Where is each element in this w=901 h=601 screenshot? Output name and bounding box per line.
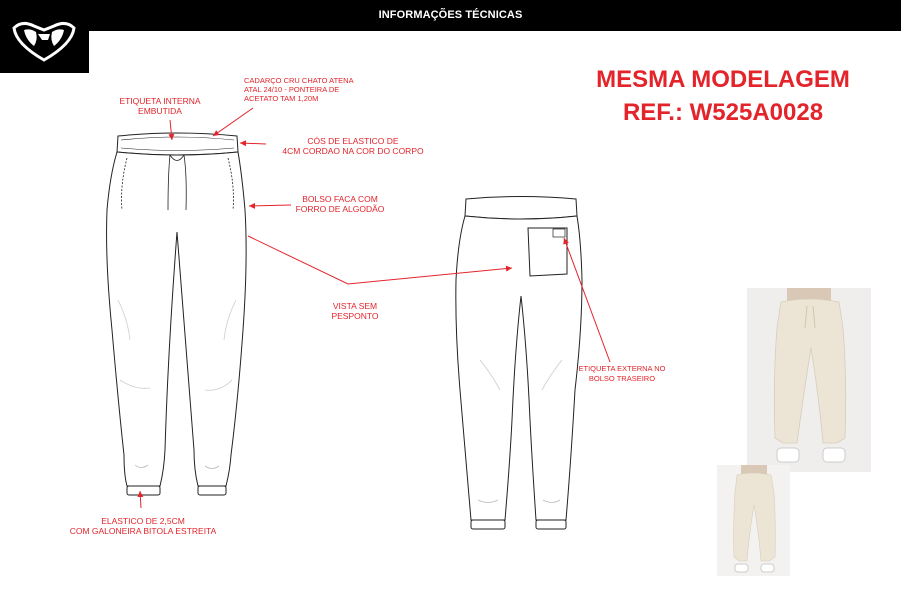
label-etiqueta-externa: ETIQUETA EXTERNA NO BOLSO TRASEIRO bbox=[578, 364, 666, 383]
front-view-pants bbox=[107, 133, 247, 495]
product-photo-large bbox=[747, 288, 871, 472]
page-title: INFORMAÇÕES TÉCNICAS bbox=[378, 9, 523, 21]
headline-line-1: MESMA MODELAGEM bbox=[596, 66, 850, 93]
label-etiqueta-interna: ETIQUETA INTERNA EMBUTIDA bbox=[119, 96, 201, 116]
label-elastico: ELASTICO DE 2,5CM COM GALONEIRA BITOLA ESTREITA bbox=[69, 516, 217, 536]
headline-reference: REF.: W525A0028 bbox=[622, 99, 824, 126]
label-vista-sem-pesponto: VISTA SEM PESPONTO bbox=[331, 301, 379, 321]
label-bolso-faca: BOLSO FACA COM FORRO DE ALGODÃO bbox=[295, 194, 385, 214]
back-view-pants bbox=[456, 197, 582, 530]
label-cadarco: CADARÇO CRU CHATO ATENA ATAL 24/10 - PONTEIRA DE ACETATO TAM 1,20M bbox=[244, 76, 354, 103]
label-cos-elastico: CÓS DE ELASTICO DE 4CM CORDAO NA COR DO CORPO bbox=[282, 136, 424, 156]
product-photo-small bbox=[717, 465, 790, 576]
